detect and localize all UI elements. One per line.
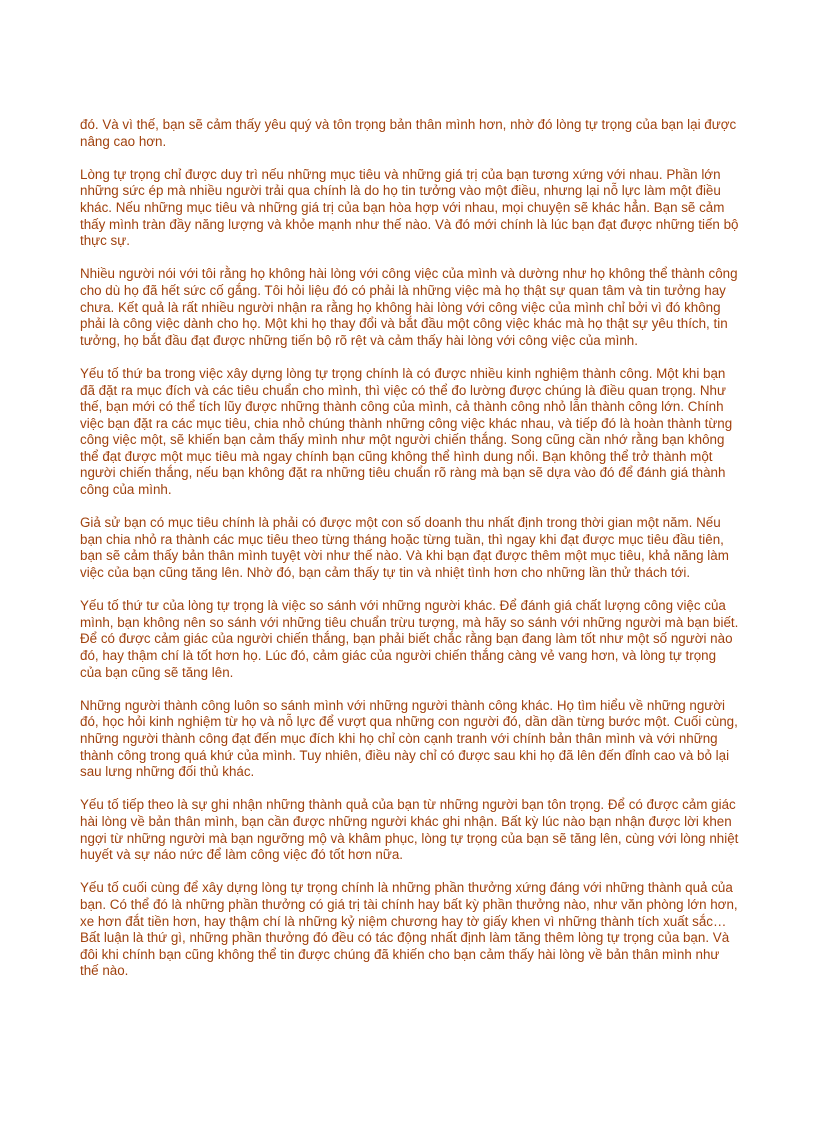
paragraph-1: đó. Và vì thế, bạn sẽ cảm thấy yêu quý và tôn trọng bản thân mình hơn, nhờ đó lòng tự trọng của bạn lại được nâng cao hơn. (80, 117, 737, 149)
paragraph-4: Yếu tố thứ ba trong việc xây dựng lòng tự trọng chính là có được nhiều kinh nghiệm thành công. Một khi bạn đã đặt ra mục đích và các tiêu chuẩn cho mình, thì việc có thể đo lường được chúng là điều quan trọng. Như thế, bạn mới có thể tích lũy được những thành công của mình, cả thành công nhỏ lẫn thành công lớn. Chính việc bạn đặt ra các mục tiêu, chia nhỏ chúng thành những công việc khác nhau, và tiếp đó là hoàn thành từng công việc một, sẽ khiến bạn cảm thấy mình như một người chiến thắng. Song cũng cần nhớ rằng bạn không thể đạt được một mục tiêu mà ngay chính bạn cũng không thể hình dung nổi. Bạn không thể trở thành một người chiến thắng, nếu bạn không đặt ra những tiêu chuẩn rõ ràng mà bạn sẽ dựa vào đó để đánh giá thành công của mình. (80, 365, 733, 498)
paragraph-8: Yếu tố tiếp theo là sự ghi nhận những thành quả của bạn từ những người bạn tôn trọng. Để có được cảm giác hài lòng về bản thân mình, bạn cần được những người khác ghi nhận. Bất kỳ lúc nào bạn nhận được lời khen ngợi từ những người mà bạn ngưỡng mộ và khâm phục, lòng tự trọng của bạn sẽ tăng lên, cùng với lòng nhiệt huyết và sự náo nức để làm công việc đó tốt hơn nữa. (80, 797, 739, 863)
paragraph-2: Lòng tự trọng chỉ được duy trì nếu những mục tiêu và những giá trị của bạn tương xứng với nhau. Phần lớn những sức ép mà nhiều người trải qua chính là do họ tin tưởng vào một điều, nhưng lại nỗ lực làm một điều khác. Nếu những mục tiêu và những giá trị của bạn hòa hợp với nhau, mọi chuyện sẽ khác hẳn. Bạn sẽ cảm thấy mình tràn đầy năng lượng và khỏe mạnh như thế nào. Và đó mới chính là lúc bạn đạt được những tiến bộ thực sự. (80, 166, 739, 249)
document-page (80, 117, 740, 996)
paragraph-3: Nhiều người nói với tôi rằng họ không hài lòng với công việc của mình và dường như họ không thể thành công cho dù họ đã hết sức cố gắng. Tôi hỏi liệu đó có phải là những việc mà họ thật sự quan tâm và tin tưởng hay chưa. Kết quả là rất nhiều người nhận ra rằng họ không hài lòng với công việc của mình chỉ bởi vì đó không phải là công việc dành cho họ. Một khi họ thay đổi và bắt đầu một công việc khác mà họ thật sự yêu thích, tin tưởng, họ bắt đầu đạt được những tiến bộ rõ rệt và cảm thấy hài lòng với công việc của mình. (80, 266, 738, 348)
paragraph-6: Yếu tố thứ tư của lòng tự trọng là việc so sánh với những người khác. Để đánh giá chất lượng công việc của mình, bạn không nên so sánh với những tiêu chuẩn trừu tượng, mà hãy so sánh với những người mà bạn biết. Để có được cảm giác của người chiến thắng, bạn phải biết chắc rằng bạn đang làm tốt như một số người nào đó, hay thậm chí là tốt hơn họ. Lúc đó, cảm giác của người chiến thắng càng vẻ vang hơn, và lòng tự trọng của bạn cũng sẽ tăng lên. (80, 598, 739, 680)
paragraph-7: Những người thành công luôn so sánh mình với những người thành công khác. Họ tìm hiểu về những người đó, học hỏi kinh nghiệm từ họ và nỗ lực để vượt qua những con người đó, dần dần từng bước một. Cuối cùng, những người thành công đạt đến mục đích khi họ chỉ còn cạnh tranh với chính bản thân mình và với những thành công trong quá khứ của mình. Tuy nhiên, điều này chỉ có được sau khi họ đã lên đến đỉnh cao và bỏ lại sau lưng những đối thủ khác. (80, 697, 738, 780)
paragraph-9: Yếu tố cuối cùng để xây dựng lòng tự trọng chính là những phần thưởng xứng đáng với những thành quả của bạn. Có thể đó là những phần thưởng có giá trị tài chính hay bất kỳ phần thưởng nào, như văn phòng lớn hơn, xe hơn đắt tiền hơn, hay thậm chí là những kỷ niệm chương hay tờ giấy khen vì những thành tích xuất sắc… Bất luận là thứ gì, những phần thưởng đó đều có tác động nhất định làm tăng thêm lòng tự trọng của bạn. Và đôi khi chính bạn cũng không thể tin được chúng đã khiến cho bạn cảm thấy hài lòng về bản thân mình như thế nào. (80, 880, 738, 979)
paragraph-5: Giả sử bạn có mục tiêu chính là phải có được một con số doanh thu nhất định trong thời gian một năm. Nếu bạn chia nhỏ ra thành các mục tiêu theo từng tháng hoặc từng tuần, thì ngay khi đạt được mục tiêu đầu tiên, bạn sẽ cảm thấy bản thân mình tuyệt vời như thế nào. Và khi bạn đạt được thêm một mục tiêu, khả năng làm việc của bạn cũng tăng lên. Nhờ đó, bạn cảm thấy tự tin và nhiệt tình hơn cho những lần thử thách tới. (80, 515, 729, 581)
